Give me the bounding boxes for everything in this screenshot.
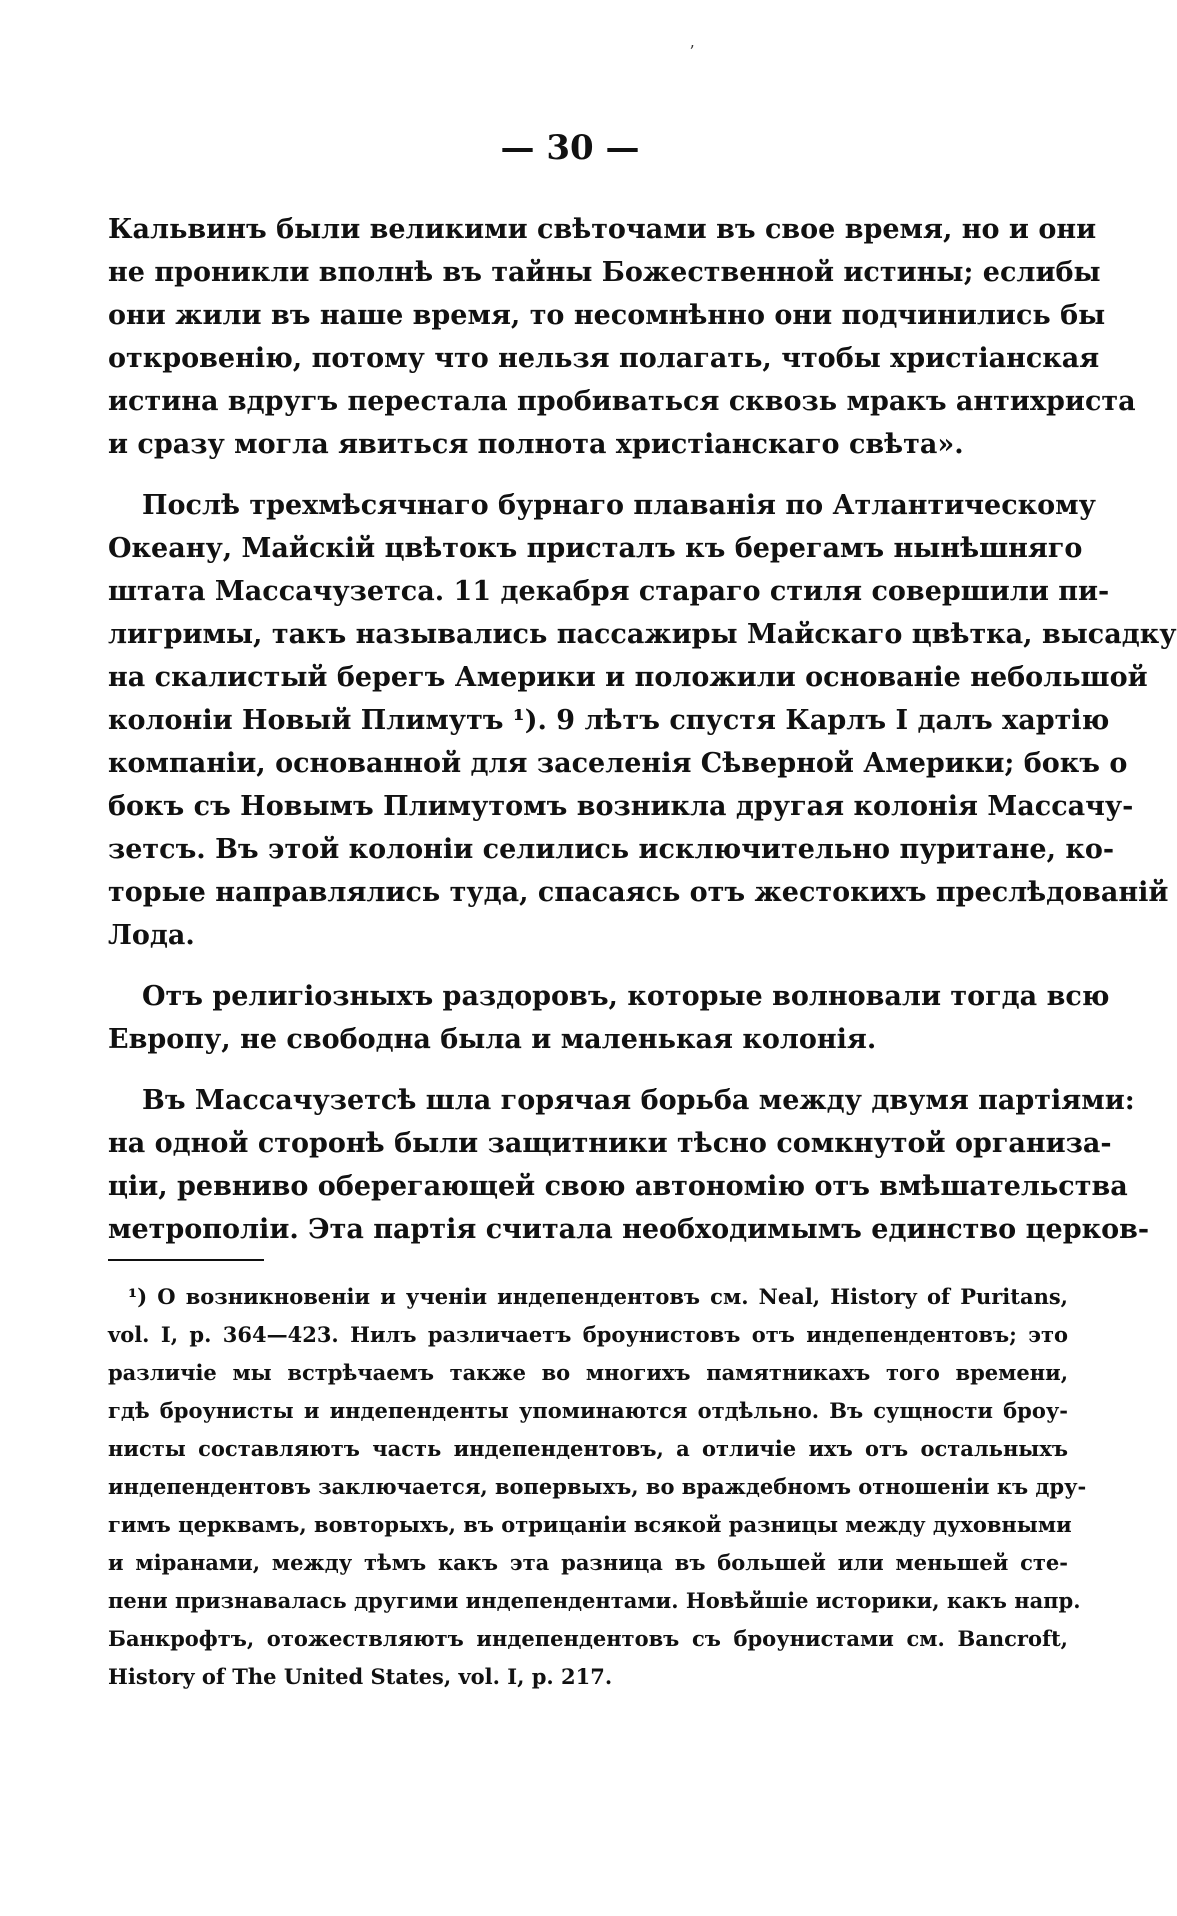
text-line: и сразу могла явиться полнота христіанскаго свѣта». (108, 429, 964, 460)
footnote-line: и міранами, между тѣмъ какъ эта разница въ большей или меньшей сте- (108, 1550, 1068, 1575)
footnote-line: гимъ церквамъ, вовторыхъ, въ отрицаніи всякой разницы между духовными (108, 1512, 1072, 1537)
text-line: Океану, Майскій цвѣтокъ присталъ къ берегамъ нынѣшняго (108, 533, 1083, 564)
text-line: торые направлялись туда, спасаясь отъ жестокихъ преслѣдованій (108, 877, 1169, 908)
paragraph (108, 484, 1177, 957)
footnote-line: индепендентовъ заключается, вопервыхъ, во враждебномъ отношеніи къ дру- (108, 1474, 1087, 1499)
text-line: ціи, ревниво оберегающей свою автономію отъ вмѣшательства (108, 1171, 1128, 1202)
footnote-line: гдѣ броунисты и индепенденты упоминаются отдѣльно. Въ сущности броу- (108, 1398, 1068, 1423)
text-line: Лода. (108, 920, 195, 951)
footnote-line: различіе мы встрѣчаемъ также во многихъ памятникахъ того времени, (108, 1360, 1068, 1385)
footnote-line: нисты составляютъ часть индепендентовъ, а отличіе ихъ отъ остальныхъ (108, 1436, 1068, 1461)
text-line: не проникли вполнѣ въ тайны Божественной истины; еслибы (108, 257, 1101, 288)
text-line: Кальвинъ были великими свѣточами въ свое время, но и они (108, 214, 1097, 245)
text-line: метрополіи. Эта партія считала необходимымъ единство церков- (108, 1214, 1150, 1245)
footnote (108, 1278, 1087, 1696)
text-line: лигримы, такъ назывались пассажиры Майскаго цвѣтка, высадку (108, 619, 1177, 650)
text-line: компаніи, основанной для заселенія Сѣверной Америки; бокъ о (108, 748, 1128, 779)
text-line: зетсъ. Въ этой колоніи селились исключительно пуритане, ко- (108, 834, 1115, 865)
paragraph (108, 208, 1136, 466)
text-line: Послѣ трехмѣсячнаго бурнаго плаванія по Атлантическому (142, 490, 1096, 521)
text-line: штата Массачузетса. 11 декабря стараго стиля совершили пи- (108, 576, 1110, 607)
footnote-divider (108, 1259, 264, 1261)
footnote-line: Банкрофтъ, отожествляютъ индепендентовъ съ броунистами см. Bancroft, (108, 1626, 1068, 1651)
text-line: Европу, не свободна была и маленькая колонія. (108, 1024, 877, 1055)
text-line: истина вдругъ перестала пробиваться сквозь мракъ антихриста (108, 386, 1136, 417)
main-text (108, 208, 1177, 1251)
paragraph (108, 1079, 1150, 1251)
text-line: Отъ религіозныхъ раздоровъ, которые волновали тогда всю (142, 981, 1110, 1012)
text-line: колоніи Новый Плимутъ ¹). 9 лѣтъ спустя Карлъ I далъ хартію (108, 705, 1110, 736)
text-line: бокъ съ Новымъ Плимутомъ возникла другая колонія Массачу- (108, 791, 1134, 822)
footnote-line: vol. I, p. 364—423. Нилъ различаетъ броунистовъ отъ индепендентовъ; это (108, 1322, 1068, 1347)
text-line: они жили въ наше время, то несомнѣнно они подчинились бы (108, 300, 1106, 331)
text-line: на одной сторонѣ были защитники тѣсно сомкнутой организа- (108, 1128, 1112, 1159)
footnote-line: пени признавалась другими индепендентами. Новѣйшіе историки, какъ напр. (108, 1588, 1081, 1613)
footnote-line: History of The United States, vol. I, p. 217. (108, 1664, 613, 1689)
paragraph (108, 975, 1110, 1061)
text-line: на скалистый берегъ Америки и положили основаніе небольшой (108, 662, 1148, 693)
text-line: откровенію, потому что нельзя полагать, чтобы христіанская (108, 343, 1100, 374)
text-line: Въ Массачузетсѣ шла горячая борьба между двумя партіями: (142, 1085, 1135, 1116)
page-number: — 30 — (500, 128, 640, 168)
footnote-line: ¹) О возникновеніи и ученіи индепендентовъ см. Neal, History of Puritans, (128, 1284, 1068, 1309)
